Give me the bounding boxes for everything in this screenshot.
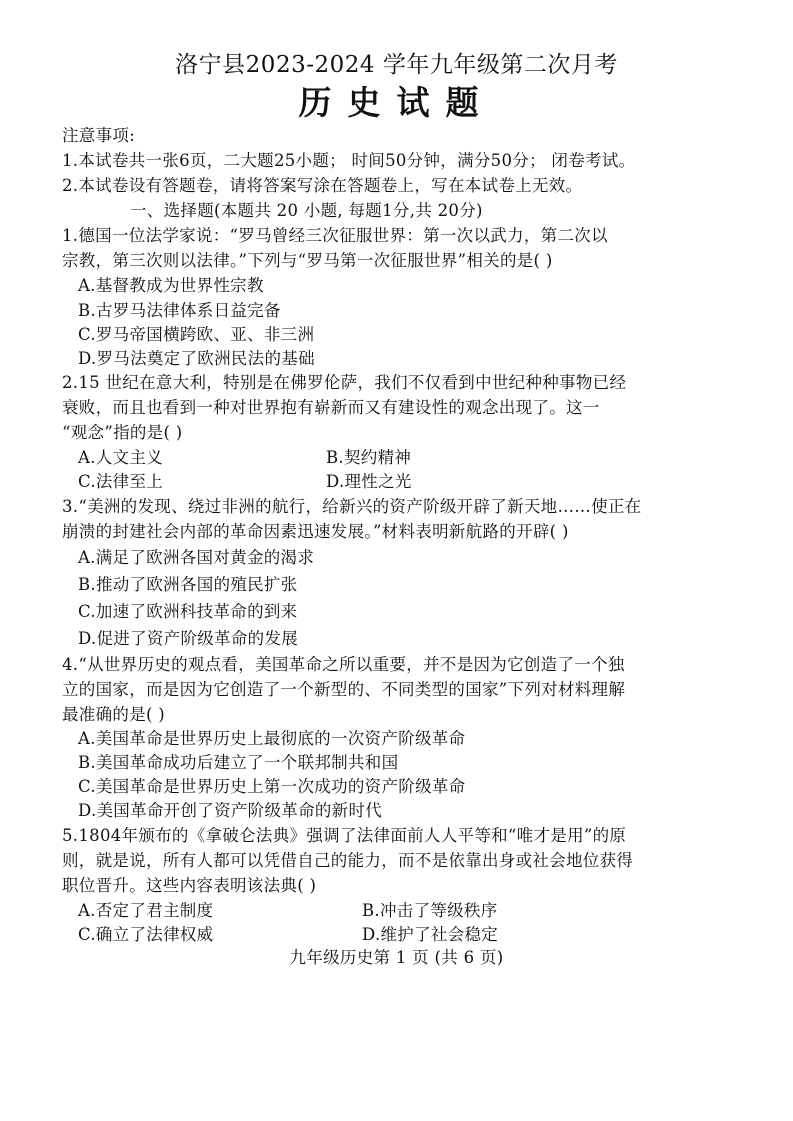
q3-option-b: B.推动了欧洲各国的殖民扩张 <box>78 575 298 594</box>
exam-title: 洛宁县2023-2024 学年九年级第二次月考 <box>175 52 618 78</box>
q4-stem-line-1: 4.“从世界历史的观点看，美国革命之所以重要，并不是因为它创造了一个独 <box>62 655 625 674</box>
q5-stem-line-1: 5.1804年颁布的《拿破仑法典》强调了法律面前人人平等和“唯才是用”的原 <box>62 826 627 845</box>
q5-option-c: C.确立了法律权威 <box>78 925 214 944</box>
q2-stem-line-2: 衰败，而且也看到一种对世界抱有崭新而又有建设性的观念出现了。这一 <box>62 398 600 417</box>
q2-option-b: B.契约精神 <box>326 448 412 467</box>
q1-option-b: B.古罗马法律体系日益完备 <box>78 301 281 320</box>
q3-option-a: A.满足了欧洲各国对黄金的渴求 <box>78 548 315 567</box>
q5-option-b: B.冲击了等级秩序 <box>362 901 498 920</box>
q1-stem-line-2: 宗教，第三次则以法律。”下列与“罗马第一次征服世界”相关的是( ) <box>62 251 553 270</box>
q4-stem-line-2: 立的国家，而是因为它创造了一个新型的、不同类型的国家”下列对材料理解 <box>62 680 626 699</box>
q3-stem-line-2: 崩溃的封建社会内部的革命因素迅速发展。”材料表明新航路的开辟( ) <box>62 522 569 541</box>
q1-option-d: D.罗马法奠定了欧洲民法的基础 <box>78 349 315 368</box>
q3-option-d: D.促进了资产阶级革命的发展 <box>78 629 299 648</box>
page-footer: 九年级历史第 1 页 (共 6 页) <box>289 948 504 967</box>
q3-stem-line-1: 3.“美洲的发现、绕过非洲的航行，给新兴的资产阶级开辟了新天地……使正在 <box>62 497 642 516</box>
subject-title: 历史试题 <box>298 83 495 122</box>
q5-stem-line-2: 则，就是说，所有人都可以凭借自己的能力，而不是依靠出身或社会地位获得 <box>62 851 634 870</box>
q2-option-a: A.人文主义 <box>78 448 163 467</box>
q4-option-c: C.美国革命是世界历史上第一次成功的资产阶级革命 <box>78 777 466 796</box>
q4-stem-line-3: 最准确的是( ) <box>62 705 166 724</box>
q4-option-b: B.美国革命成功后建立了一个联邦制共和国 <box>78 753 399 772</box>
section-heading: 一、选择题(本题共 20 小题, 每题1分,共 20分) <box>130 201 483 220</box>
q2-option-d: D.理性之光 <box>326 472 412 491</box>
q2-stem-line-1: 2.15 世纪在意大利，特别是在佛罗伦萨，我们不仅看到中世纪种种事物已经 <box>62 373 627 392</box>
q5-stem-line-3: 职位晋升。这些内容表明该法典( ) <box>62 876 317 895</box>
q1-stem-line-1: 1.德国一位法学家说：“罗马曾经三次征服世界：第一次以武力，第二次以 <box>62 226 608 245</box>
q5-option-d: D.维护了社会稳定 <box>362 925 499 944</box>
q2-option-c: C.法律至上 <box>78 472 164 491</box>
q3-option-c: C.加速了欧洲科技革命的到来 <box>78 602 298 621</box>
q4-option-a: A.美国革命是世界历史上最彻底的一次资产阶级革命 <box>78 729 466 748</box>
notes-heading: 注意事项: <box>62 126 136 145</box>
q1-option-c: C.罗马帝国横跨欧、亚、非三洲 <box>78 325 315 344</box>
q5-option-a: A.否定了君主制度 <box>78 901 214 920</box>
note-item-2: 2.本试卷设有答题卷，请将答案写涂在答题卷上，写在本试卷上无效。 <box>62 176 583 195</box>
q4-option-d: D.美国革命开创了资产阶级革命的新时代 <box>78 801 383 820</box>
q2-stem-line-3: “观念”指的是( ) <box>62 423 183 442</box>
note-item-1: 1.本试卷共一张6页，二大题25小题； 时间50分钟，满分50分； 闭卷考试。 <box>62 151 636 170</box>
q1-option-a: A.基督教成为世界性宗教 <box>78 276 264 295</box>
